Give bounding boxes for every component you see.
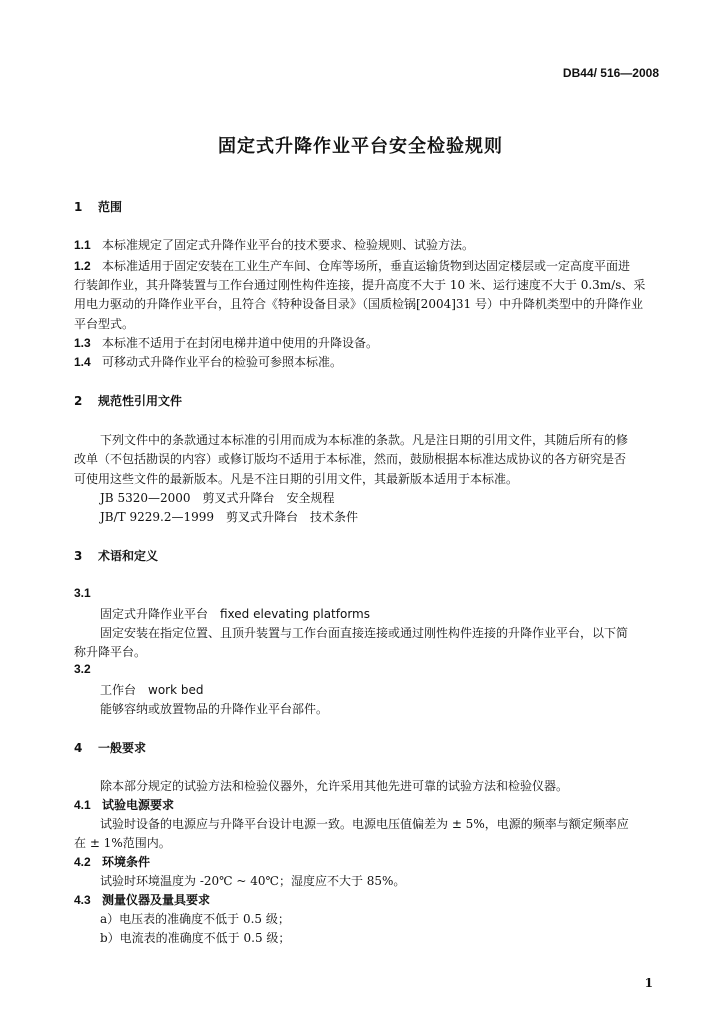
- clause-1-3: [74, 334, 378, 351]
- clause-3-2-number: [74, 662, 97, 676]
- clause-title: 试验电源要求: [102, 798, 175, 812]
- section-title: 术语和定义: [98, 549, 159, 563]
- clause-text: 本标准规定了固定式升降作业平台的技术要求、检验规则、试验方法。: [102, 238, 475, 252]
- clause-number: 1.3: [74, 336, 91, 350]
- term-3-1: 固定式升降作业平台 fixed elevating platforms: [100, 607, 370, 621]
- clause-1-4: [74, 353, 342, 370]
- clause-4-2-text: 试验时环境温度为 -20℃ ~ 40℃；湿度应不大于 85%。: [100, 874, 406, 888]
- section-2-heading: [74, 392, 182, 409]
- section-number: 2: [74, 394, 83, 408]
- standard-number: DB44/ 516—2008: [562, 66, 659, 80]
- clause-1-2-line-3: 用电力驱动的升降作业平台，且符合《特种设备目录》（国质检锅[2004]31 号）中升降机类型中的升降作业: [74, 297, 643, 311]
- clause-number: 4.3: [74, 893, 91, 907]
- clause-number: 3.1: [74, 586, 91, 600]
- clause-4-1-line-2: 在 ± 1%范围内。: [74, 836, 171, 850]
- section-title: 规范性引用文件: [98, 394, 183, 408]
- clause-4-2-heading: [74, 853, 150, 870]
- clause-4-1-heading: [74, 796, 174, 813]
- clause-4-1-line-1: 试验时设备的电源应与升降平台设计电源一致。电源电压值偏差为 ± 5%，电源的频率与额定频率应: [100, 817, 629, 831]
- section-number: 4: [74, 741, 83, 755]
- list-item-b: b）电流表的准确度不低于 0.5 级；: [100, 931, 291, 945]
- clause-number: 1.1: [74, 238, 91, 252]
- clause-3-1-number: [74, 586, 97, 600]
- clause-4-3-heading: [74, 891, 210, 908]
- clause-number: 1.2: [74, 259, 91, 273]
- page-number: 1: [644, 976, 653, 990]
- clause-number: 1.4: [74, 355, 91, 369]
- term-3-2: 工作台 work bed: [100, 683, 204, 697]
- section-1-heading: [74, 198, 122, 215]
- clause-text: 本标准适用于固定安装在工业生产车间、仓库等场所，垂直运输货物到达固定楼层或一定高度平面进: [102, 259, 631, 273]
- list-item-a: a）电压表的准确度不低于 0.5 级；: [100, 912, 290, 926]
- section-title: 范围: [98, 200, 123, 214]
- section-3-heading: [74, 547, 158, 564]
- definition-3-2: 能够容纳或放置物品的升降作业平台部件。: [100, 702, 329, 716]
- section-number: 1: [74, 200, 83, 214]
- section-title: 一般要求: [98, 741, 147, 755]
- clause-1-2-line-2: 行装卸作业，其升降装置与工作台通过刚性构件连接，提升高度不大于 10 米、运行速度不大于 0.3m/s、采: [74, 278, 646, 292]
- clause-number: 4.1: [74, 798, 91, 812]
- clause-title: 测量仪器及量具要求: [102, 893, 211, 907]
- section-2-para-line-3: 可使用这些文件的最新版本。凡是不注日期的引用文件，其最新版本适用于本标准。: [74, 472, 519, 486]
- clause-1-2-line-4: 平台型式。: [74, 317, 135, 331]
- clause-text: 本标准不适用于在封闭电梯井道中使用的升降设备。: [102, 336, 379, 350]
- reference-2: JB/T 9229.2—1999 剪叉式升降台 技术条件: [100, 510, 359, 524]
- clause-number: 4.2: [74, 855, 91, 869]
- section-4-intro: 除本部分规定的试验方法和检验仪器外，允许采用其他先进可靠的试验方法和检验仪器。: [100, 779, 569, 793]
- clause-number: 3.2: [74, 662, 91, 676]
- reference-1: JB 5320—2000 剪叉式升降台 安全规程: [100, 491, 335, 505]
- section-number: 3: [74, 549, 83, 563]
- clause-1-2-line-1: [74, 257, 630, 274]
- clause-title: 环境条件: [102, 855, 151, 869]
- clause-1-1: [74, 236, 474, 253]
- section-2-para-line-2: 改单（不包括勘误的内容）或修订版均不适用于本标准，然而，鼓励根据本标准达成协议的各方研究是否: [74, 452, 627, 466]
- definition-3-1-line-2: 称升降平台。: [74, 645, 147, 659]
- definition-3-1-line-1: 固定安装在指定位置、且顶升装置与工作台面直接连接或通过刚性构件连接的升降作业平台，以下简: [100, 626, 629, 640]
- section-4-heading: [74, 739, 146, 756]
- clause-text: 可移动式升降作业平台的检验可参照本标准。: [102, 355, 343, 369]
- section-2-para-line-1: 下列文件中的条款通过本标准的引用而成为本标准的条款。凡是注日期的引用文件，其随后所有的修: [100, 433, 629, 447]
- document-title: 固定式升降作业平台安全检验规则: [218, 136, 503, 157]
